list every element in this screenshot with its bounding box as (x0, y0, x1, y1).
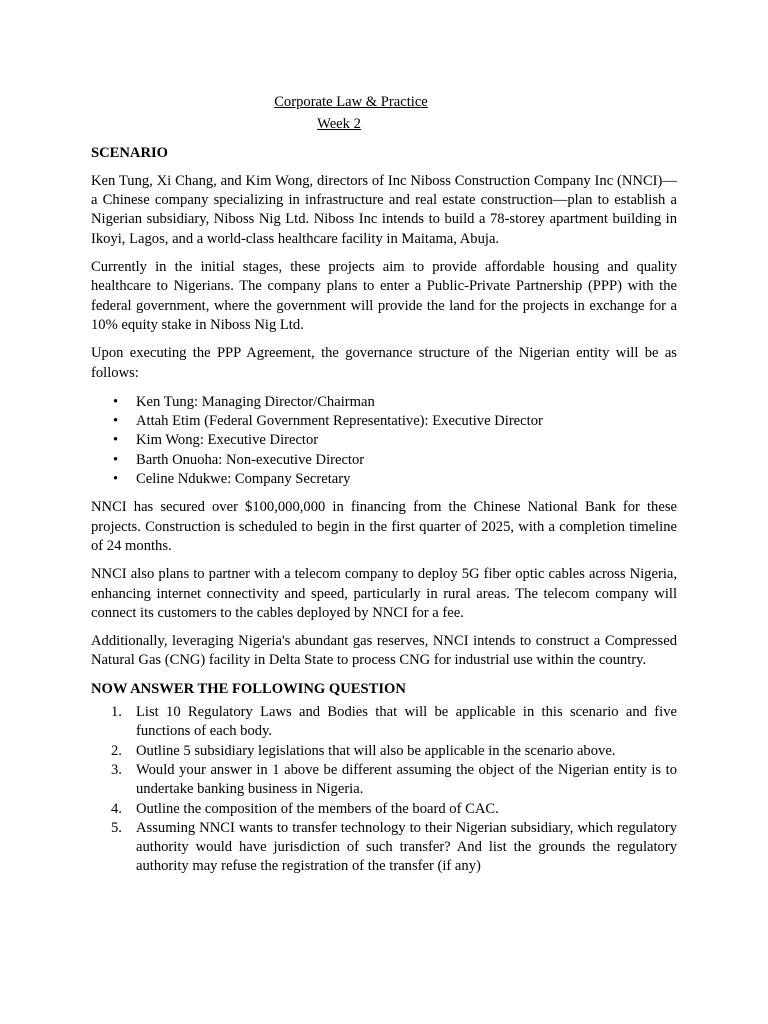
list-item: • Celine Ndukwe: Company Secretary (91, 470, 677, 489)
question-item: 3. Would your answer in 1 above be different assuming the object of the Nigerian entity is to undertake banking business in Nigeria. (111, 761, 677, 798)
week-title: Week 2 (317, 116, 361, 133)
bullet-icon: • (113, 432, 119, 449)
question-item: 1. List 10 Regulatory Laws and Bodies that will be applicable in this scenario and five functions of each body. (111, 704, 677, 740)
list-item: • Ken Tung: Managing Director/Chairman (91, 393, 677, 412)
scenario-paragraph: Upon executing the PPP Agreement, the governance structure of the Nigerian entity will be as follows: (91, 345, 677, 381)
questions-list (91, 703, 677, 877)
bullet-icon: • (113, 393, 119, 410)
bullet-icon: • (113, 413, 119, 430)
scenario-paragraph: Currently in the initial stages, these projects aim to provide affordable housing and quality healthcare to Nigerians. The company plans to enter a Public-Private Partnership (PPP) with the federal government, where the government will provide the land for the projects in exchange for a 10% equity stake in Niboss Nig Ltd. (91, 259, 677, 333)
question-item: 4. Outline the composition of the members of the board of CAC. (111, 800, 499, 817)
questions-heading: NOW ANSWER THE FOLLOWING QUESTION (91, 680, 406, 697)
list-item: • Attah Etim (Federal Government Representative): Executive Director (91, 412, 677, 431)
scenario-heading: SCENARIO (91, 144, 169, 161)
bullet-icon: • (113, 451, 119, 468)
bullet-icon: • (113, 471, 119, 488)
document-page (91, 93, 677, 877)
scenario-paragraph: NNCI has secured over $100,000,000 in financing from the Chinese National Bank for these projects. Construction is scheduled to begin in the first quarter of 2025, with a completion timeline of 24 months. (91, 499, 677, 554)
governance-list (91, 393, 677, 489)
list-item: • Kim Wong: Executive Director (91, 431, 677, 450)
scenario-paragraph: Additionally, leveraging Nigeria's abundant gas reserves, NNCI intends to construct a Compressed Natural Gas (CNG) facility in Delta State to process CNG for industrial use within the country. (91, 633, 677, 669)
list-item: • Barth Onuoha: Non-executive Director (91, 451, 677, 470)
scenario-paragraph: NNCI also plans to partner with a telecom company to deploy 5G fiber optic cables across Nigeria, enhancing internet connectivity and speed, particularly in rural areas. The telecom company will connect its customers to the cables deployed by NNCI for a fee. (91, 566, 677, 621)
question-item: 5. Assuming NNCI wants to transfer technology to their Nigerian subsidiary, which regulatory authority would have jurisdiction of such transfer? And list the grounds the regulatory authority may refuse the registration of the transfer (if any) (111, 819, 677, 875)
scenario-paragraph: Ken Tung, Xi Chang, and Kim Wong, directors of Inc Niboss Construction Company Inc (NNCI)—a Chinese company specializing in infrastructure and real estate construction—plan to establish a Nigerian subsidiary, Niboss Nig Ltd. Niboss Inc intends to build a 78-storey apartment building in Ikoyi, Lagos, and a world-class healthcare facility in Maitama, Abuja. (91, 172, 677, 247)
course-title: Corporate Law & Practice (274, 94, 428, 110)
question-item: 2. Outline 5 subsidiary legislations that will also be applicable in the scenario above. (111, 742, 616, 759)
